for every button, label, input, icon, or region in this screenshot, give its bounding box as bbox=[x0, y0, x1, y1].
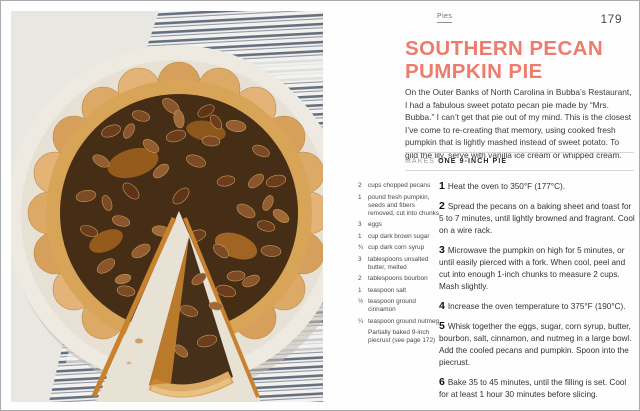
recipe-intro: On the Outer Banks of North Carolina in Bubba’s Restaurant, I had a fabulous sweet potato pecan pie made by “Mrs. Bubba.” I can’t get that pie out of my mind. This is the closest I’ve come to re-creating that memory, using cooked fresh pumpkin that is lightly mashed instead of sweet potato. To gild the lily, serve with vanilla ice cream or whipped cream. bbox=[405, 87, 632, 160]
ingredient-quantity: 1 bbox=[358, 232, 362, 240]
ingredient-quantity: 3 bbox=[358, 255, 362, 263]
ingredient-text: tablespoons unsalted butter, melted bbox=[368, 255, 429, 271]
running-head-chapter: Pies bbox=[437, 13, 452, 23]
pie-photo bbox=[11, 11, 323, 402]
ingredient-item bbox=[358, 298, 440, 314]
yield-value: ONE 9-INCH PIE bbox=[438, 158, 508, 165]
ingredient-text: teaspoon salt bbox=[368, 286, 407, 294]
step-item bbox=[439, 320, 635, 370]
ingredient-item bbox=[358, 182, 440, 190]
ingredient-item bbox=[358, 318, 440, 326]
step-number: 1 bbox=[439, 180, 445, 192]
steps-list bbox=[439, 180, 635, 408]
step-item bbox=[439, 180, 635, 193]
step-text: Microwave the pumpkin on high for 5 minutes, or until easily pierced with a fork. When cool, peel and cut into enough 1-inch chunks to measure 2 cups. Mash slightly. bbox=[439, 245, 626, 292]
ingredient-item bbox=[358, 244, 440, 252]
ingredient-item bbox=[358, 287, 440, 295]
ingredient-item bbox=[358, 329, 440, 345]
ingredient-text: pound fresh pumpkin, seeds and fibers removed, cut into chunks bbox=[368, 193, 440, 217]
ingredient-quantity: ¼ bbox=[358, 317, 364, 325]
ingredient-quantity: 2 bbox=[358, 182, 362, 189]
step-number: 6 bbox=[439, 376, 445, 389]
step-item bbox=[439, 200, 635, 238]
ingredient-item bbox=[358, 256, 440, 272]
recipe-title-line1: SOUTHERN PECAN bbox=[405, 37, 604, 60]
pie-photo-illustration bbox=[11, 11, 323, 402]
ingredient-quantity: 1 bbox=[358, 193, 362, 201]
ingredient-quantity: ¾ bbox=[358, 244, 364, 251]
ingredient-text: teaspoon ground cinnamon bbox=[368, 298, 416, 313]
ingredients-list bbox=[358, 182, 440, 349]
ingredient-quantity: 2 bbox=[358, 275, 362, 282]
ingredient-quantity: 1 bbox=[358, 286, 362, 294]
step-text: Heat the oven to 350°F (177°C). bbox=[447, 182, 565, 191]
step-number: 3 bbox=[439, 243, 445, 256]
page-number: 179 bbox=[600, 12, 622, 26]
step-item bbox=[439, 300, 635, 313]
ingredient-item bbox=[358, 275, 440, 283]
ingredient-text: cup dark corn syrup bbox=[368, 244, 425, 251]
recipe-title-line2: PUMPKIN PIE bbox=[405, 60, 543, 83]
step-item bbox=[439, 244, 635, 294]
ingredient-text: Partially baked 9-inch piecrust (see page 172) bbox=[368, 329, 436, 344]
ingredient-quantity: 3 bbox=[358, 221, 362, 228]
step-number: 5 bbox=[439, 319, 445, 332]
step-text: Bake 35 to 45 minutes, until the filling is set. Cool for at least 1 hour 30 minutes before slicing. bbox=[439, 378, 627, 400]
ingredient-text: cups chopped pecans bbox=[368, 182, 431, 189]
ingredient-item bbox=[358, 221, 440, 229]
yield-label: MAKES bbox=[405, 158, 439, 165]
recipe-title bbox=[405, 37, 635, 83]
step-number: 2 bbox=[439, 199, 445, 212]
step-item bbox=[439, 376, 635, 401]
step-text: Increase the oven temperature to 375°F (190°C). bbox=[447, 302, 626, 312]
ingredient-item bbox=[358, 194, 440, 218]
ingredient-quantity bbox=[358, 329, 368, 345]
step-text: Whisk together the eggs, sugar, corn syrup, butter, bourbon, salt, cinnamon, and nutmeg in a large bowl. Add the cooled pecans and pumpkin. Spoon into the piecrust. bbox=[439, 321, 632, 368]
ingredient-text: eggs bbox=[368, 221, 382, 228]
yield-line bbox=[405, 152, 634, 171]
ingredient-item bbox=[358, 233, 440, 241]
ingredient-quantity: ½ bbox=[358, 298, 364, 305]
ingredient-text: cup dark brown sugar bbox=[368, 232, 430, 240]
step-text: Spread the pecans on a baking sheet and toast for 5 to 7 minutes, until lightly browned and fragrant. Cool on a wire rack. bbox=[439, 201, 635, 236]
ingredient-text: teaspoon ground nutmeg bbox=[368, 317, 440, 325]
step-number: 4 bbox=[439, 300, 445, 313]
ingredient-text: tablespoons bourbon bbox=[368, 275, 428, 282]
